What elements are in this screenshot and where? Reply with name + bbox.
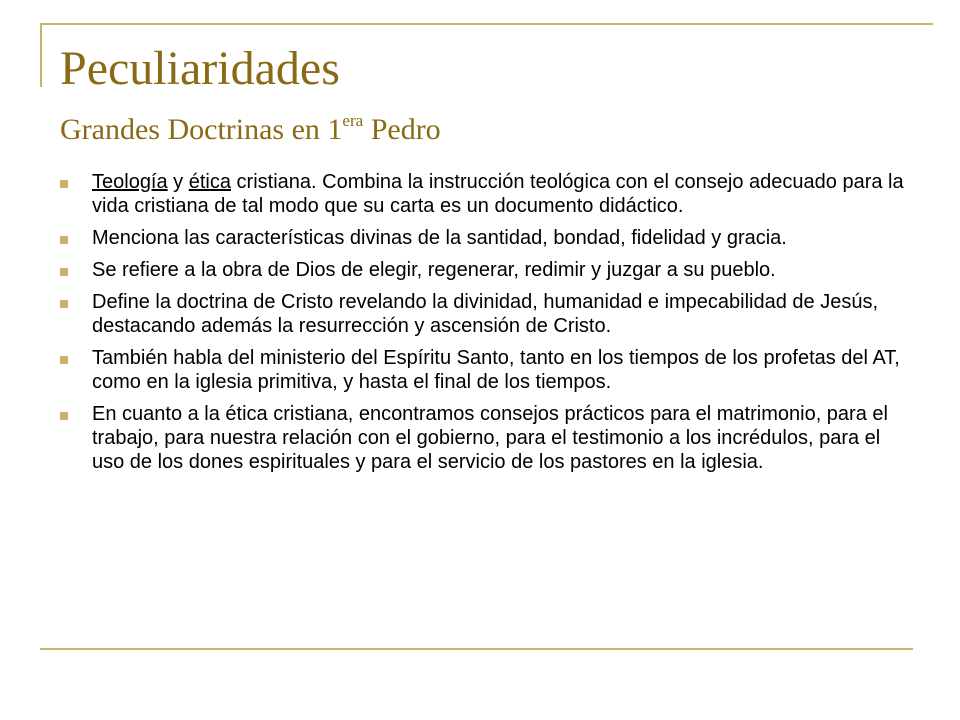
bullet-item xyxy=(60,402,910,474)
square-bullet-icon xyxy=(60,300,68,308)
bullet-text: cristiana. Combina la instrucción teológica con el consejo adecuado para la vida cristiana de tal modo que su carta es un documento didáctico. xyxy=(92,171,904,217)
bullet-item xyxy=(60,290,910,338)
bullet-item xyxy=(60,258,910,282)
slide-subtitle xyxy=(60,108,441,152)
bullet-text: Define la doctrina de Cristo revelando la divinidad, humanidad e impecabilidad de Jesús, destacando además la resurrección y ascensión de Cristo. xyxy=(92,291,879,337)
subtitle-text-end: Pedro xyxy=(363,113,441,146)
bottom-rule xyxy=(40,648,913,650)
left-rule xyxy=(40,23,42,87)
square-bullet-icon xyxy=(60,356,68,364)
underlined-term-etica: ética xyxy=(188,171,231,193)
bullet-list xyxy=(60,170,910,482)
square-bullet-icon xyxy=(60,236,68,244)
bullet-item xyxy=(60,170,910,218)
underlined-term-teologia: Teología xyxy=(92,171,168,193)
square-bullet-icon xyxy=(60,412,68,420)
top-rule xyxy=(40,23,933,25)
bullet-text: En cuanto a la ética cristiana, encontramos consejos prácticos para el matrimonio, para el trabajo, para nuestra relación con el gobierno, para el testimonio a los incrédulos, para el uso de los dones espirituales y para el servicio de los pastores en la iglesia. xyxy=(92,403,888,473)
slide-title: Peculiaridades xyxy=(60,42,340,95)
bullet-item xyxy=(60,346,910,394)
bullet-text: También habla del ministerio del Espíritu Santo, tanto en los tiempos de los profetas del AT, como en la iglesia primitiva, y hasta el final de los tiempos. xyxy=(92,347,900,393)
bullet-text: Menciona las características divinas de la santidad, bondad, fidelidad y gracia. xyxy=(92,227,787,249)
subtitle-text: Grandes Doctrinas en 1 xyxy=(60,113,343,146)
subtitle-superscript: era xyxy=(342,111,364,130)
bullet-text: Se refiere a la obra de Dios de elegir, regenerar, redimir y juzgar a su pueblo. xyxy=(92,259,776,281)
square-bullet-icon xyxy=(60,180,68,188)
square-bullet-icon xyxy=(60,268,68,276)
bullet-item xyxy=(60,226,910,250)
bullet-text: y xyxy=(167,171,189,193)
